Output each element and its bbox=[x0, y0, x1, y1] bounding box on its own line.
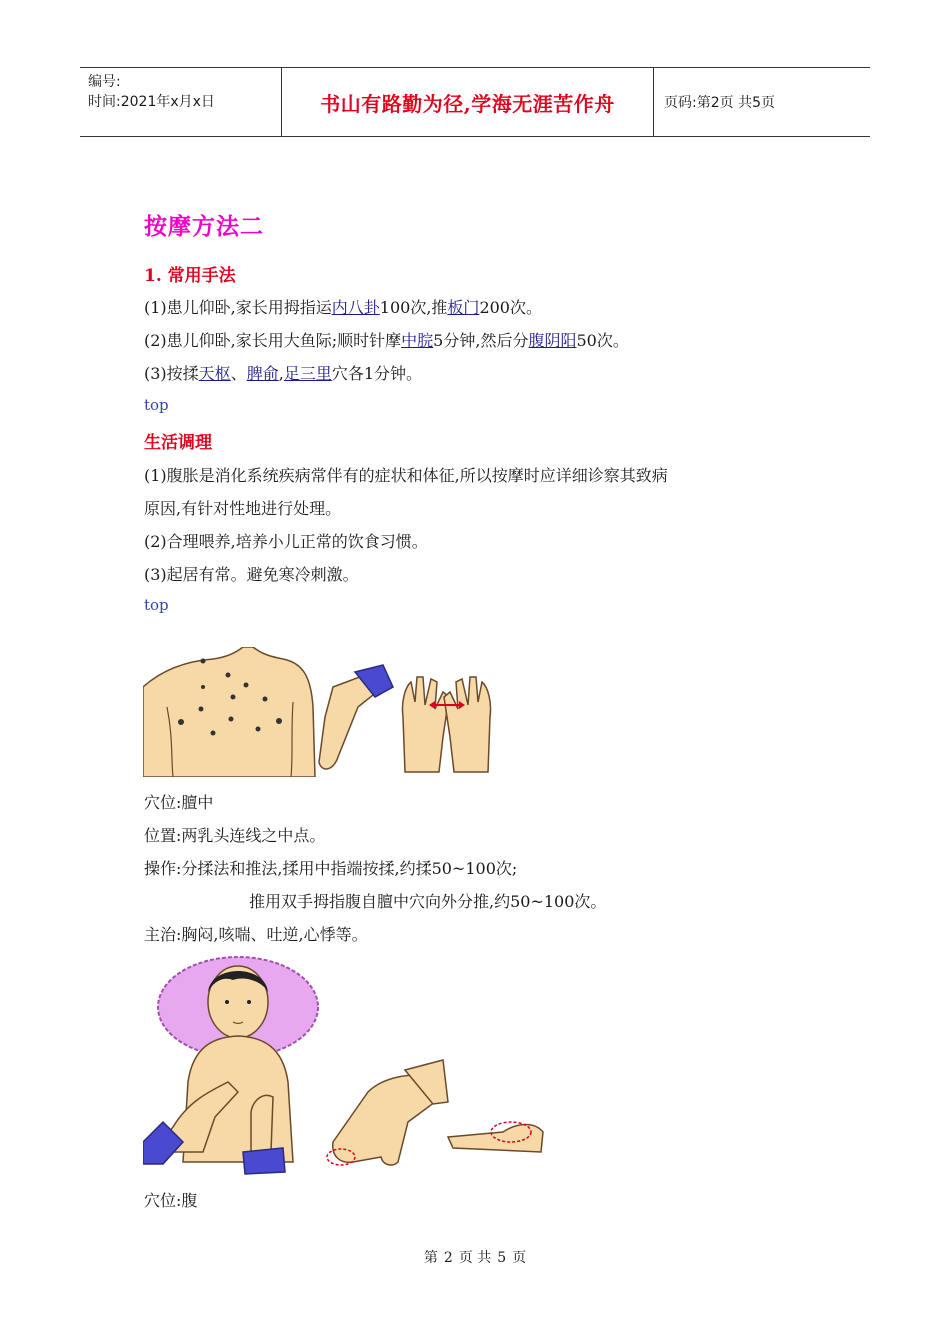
section-heading-lifestyle: 生活调理 bbox=[144, 433, 212, 453]
text: (3)按揉 bbox=[144, 364, 199, 383]
footer-mid: 页 共 bbox=[458, 1250, 492, 1266]
text: 5分钟,然后分 bbox=[433, 331, 529, 350]
text: , bbox=[278, 364, 284, 383]
time-label: 时间:2021年x月x日 bbox=[88, 94, 215, 110]
link-neibagua[interactable]: 内八卦 bbox=[331, 298, 380, 317]
footer-page-number: 2 bbox=[443, 1250, 453, 1266]
technique-line-2 bbox=[144, 328, 629, 351]
header-motto-cell bbox=[282, 68, 654, 136]
link-zusanli[interactable]: 足三里 bbox=[283, 364, 332, 383]
text: (1)患儿仰卧,家长用拇指运 bbox=[144, 298, 332, 317]
text: (2)患儿仰卧,家长用大鱼际;顺时针摩 bbox=[144, 331, 402, 350]
lifestyle-line-2: 原因,有针对性地进行处理。 bbox=[144, 499, 342, 518]
link-fuyinyang[interactable]: 腹阴阳 bbox=[528, 331, 577, 350]
abdomen-illustration bbox=[143, 952, 573, 1177]
footer-total-pages: 5 bbox=[497, 1250, 507, 1266]
acupoint1-point: 穴位:膻中 bbox=[144, 793, 214, 812]
lifestyle-line-3: (2)合理喂养,培养小儿正常的饮食习惯。 bbox=[144, 532, 428, 551]
header-page-info: 页码:第2页 共5页 bbox=[664, 95, 775, 111]
top-link[interactable]: top bbox=[144, 396, 169, 414]
top-link-2[interactable]: top bbox=[144, 596, 169, 614]
link-pishu[interactable]: 脾俞 bbox=[246, 364, 279, 383]
shanzhong-illustration bbox=[143, 647, 507, 777]
lifestyle-line-1: (1)腹胀是消化系统疾病常伴有的症状和体征,所以按摩时应详细诊察其致病 bbox=[144, 466, 668, 485]
section-heading-techniques: 1. 常用手法 bbox=[144, 266, 236, 286]
lifestyle-line-4: (3)起居有常。避免寒冷刺激。 bbox=[144, 565, 359, 584]
page-title: 按摩方法二 bbox=[144, 213, 264, 240]
text: 200次。 bbox=[479, 298, 542, 317]
acupoint1-operation-2: 推用双手拇指腹自膻中穴向外分推,约50~100次。 bbox=[249, 892, 607, 911]
footer-prefix: 第 bbox=[423, 1250, 438, 1266]
acupoint1-position: 位置:两乳头连线之中点。 bbox=[144, 826, 326, 845]
acupoint1-indication: 主治:胸闷,咳喘、吐逆,心悸等。 bbox=[144, 925, 368, 944]
page-header bbox=[80, 67, 870, 137]
header-meta bbox=[80, 68, 282, 136]
number-label: 编号: bbox=[88, 74, 121, 90]
link-zhongwan[interactable]: 中脘 bbox=[401, 331, 434, 350]
text: 、 bbox=[230, 364, 247, 383]
text: 50次。 bbox=[576, 331, 629, 350]
header-motto: 书山有路勤为径,学海无涯苦作舟 bbox=[320, 91, 615, 116]
acupoint2-point: 穴位:腹 bbox=[144, 1191, 198, 1210]
link-tianshu[interactable]: 天枢 bbox=[198, 364, 231, 383]
link-banmen[interactable]: 板门 bbox=[447, 298, 480, 317]
technique-line-1 bbox=[144, 295, 542, 318]
technique-line-3 bbox=[144, 361, 422, 384]
text: 穴各1分钟。 bbox=[331, 364, 423, 383]
page-footer bbox=[0, 1247, 950, 1267]
acupoint1-operation-1: 操作:分揉法和推法,揉用中指端按揉,约揉50~100次; bbox=[144, 859, 518, 878]
text: 100次,推 bbox=[379, 298, 448, 317]
footer-suffix: 页 bbox=[512, 1250, 527, 1266]
